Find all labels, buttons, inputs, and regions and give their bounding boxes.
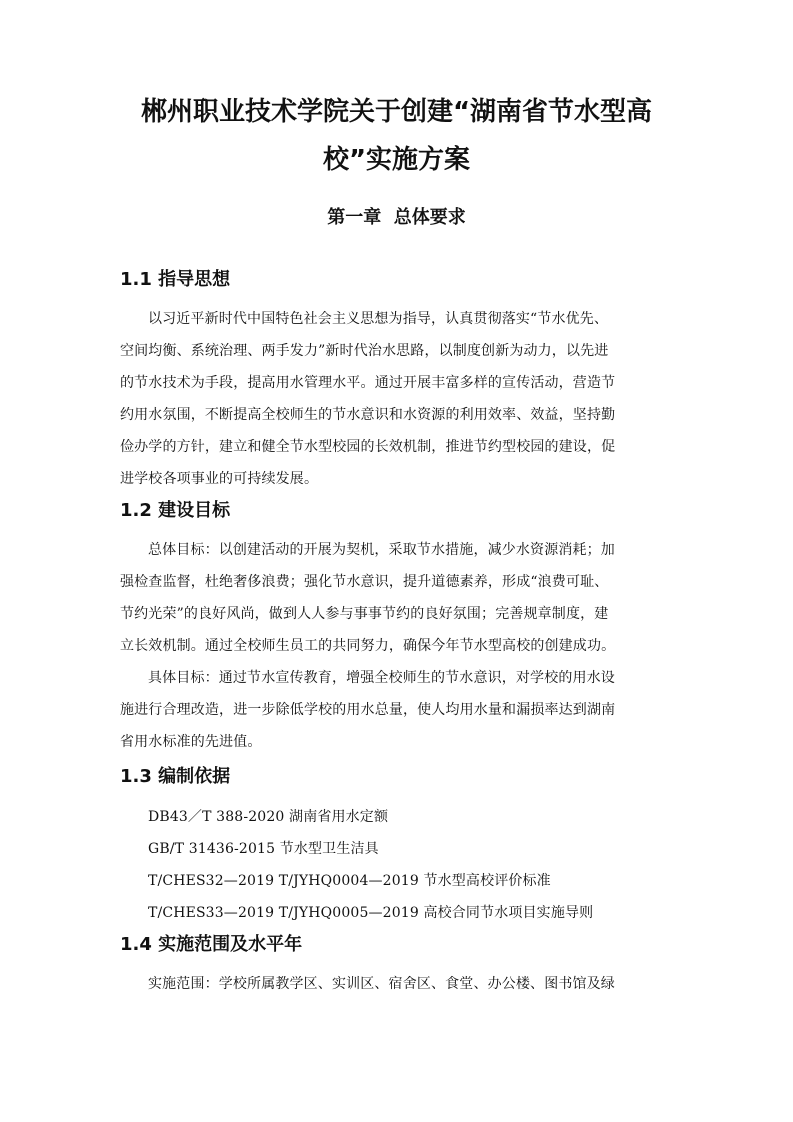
- paragraph-line: 施进行合理改造，进一步除低学校的用水总量，使人均用水量和漏损率达到湖南: [120, 702, 616, 718]
- document-title-line-1: 郴州职业技术学院关于创建“湖南省节水型高: [140, 97, 653, 127]
- reference-item: T/CHES33—2019 T/JYHQ0005—2019 高校合同节水项目实施导则: [148, 905, 594, 921]
- paragraph-line: 总体目标：以创建活动的开展为契机，采取节水措施，减少水资源消耗；加: [148, 542, 615, 558]
- section-heading-1-3: 1.3 编制依据: [120, 766, 231, 787]
- reference-item: T/CHES32—2019 T/JYHQ0004—2019 节水型高校评价标准: [148, 873, 551, 889]
- paragraph-line: 的节水技术为手段，提高用水管理水平。通过开展丰富多样的宣传活动，营造节: [120, 375, 616, 391]
- paragraph-line: 节约光荣”的良好风尚，做到人人参与事事节约的良好氛围；完善规章制度，建: [120, 606, 609, 622]
- paragraph-line: 立长效机制。通过全校师生员工的共同努力，确保今年节水型高校的创建成功。: [120, 638, 616, 654]
- reference-item: GB/T 31436-2015 节水型卫生洁具: [148, 841, 379, 857]
- paragraph-line: 俭办学的方针，建立和健全节水型校园的长效机制，推进节约型校园的建设，促: [120, 439, 616, 455]
- chapter-heading: 第一章 总体要求: [327, 207, 466, 228]
- section-heading-1-4: 1.4 实施范围及水平年: [120, 934, 303, 955]
- paragraph-line: 约用水氛围，不断提高全校师生的节水意识和水资源的利用效率、效益，坚持勤: [120, 407, 616, 423]
- section-heading-1-2: 1.2 建设目标: [120, 500, 231, 521]
- paragraph-line: 省用水标准的先进值。: [120, 734, 262, 750]
- paragraph-line: 以习近平新时代中国特色社会主义思想为指导，认真贯彻落实“节水优先、: [148, 311, 609, 327]
- paragraph-line: 具体目标：通过节水宣传教育，增强全校师生的节水意识，对学校的用水设: [148, 670, 615, 686]
- paragraph-line: 实施范围：学校所属教学区、实训区、宿舍区、食堂、办公楼、图书馆及绿: [148, 976, 615, 992]
- section-heading-1-1: 1.1 指导思想: [120, 269, 231, 290]
- paragraph-line: 进学校各项事业的可持续发展。: [120, 471, 319, 487]
- reference-item: DB43／T 388-2020 湖南省用水定额: [148, 809, 389, 825]
- paragraph-line: 空间均衡、系统治理、两手发力”新时代治水思路，以制度创新为动力，以先进: [120, 343, 609, 359]
- paragraph-line: 强检查监督，杜绝奢侈浪费；强化节水意识，提升道德素养，形成“浪费可耻、: [120, 574, 609, 590]
- document-title-line-2: 校”实施方案: [322, 145, 471, 175]
